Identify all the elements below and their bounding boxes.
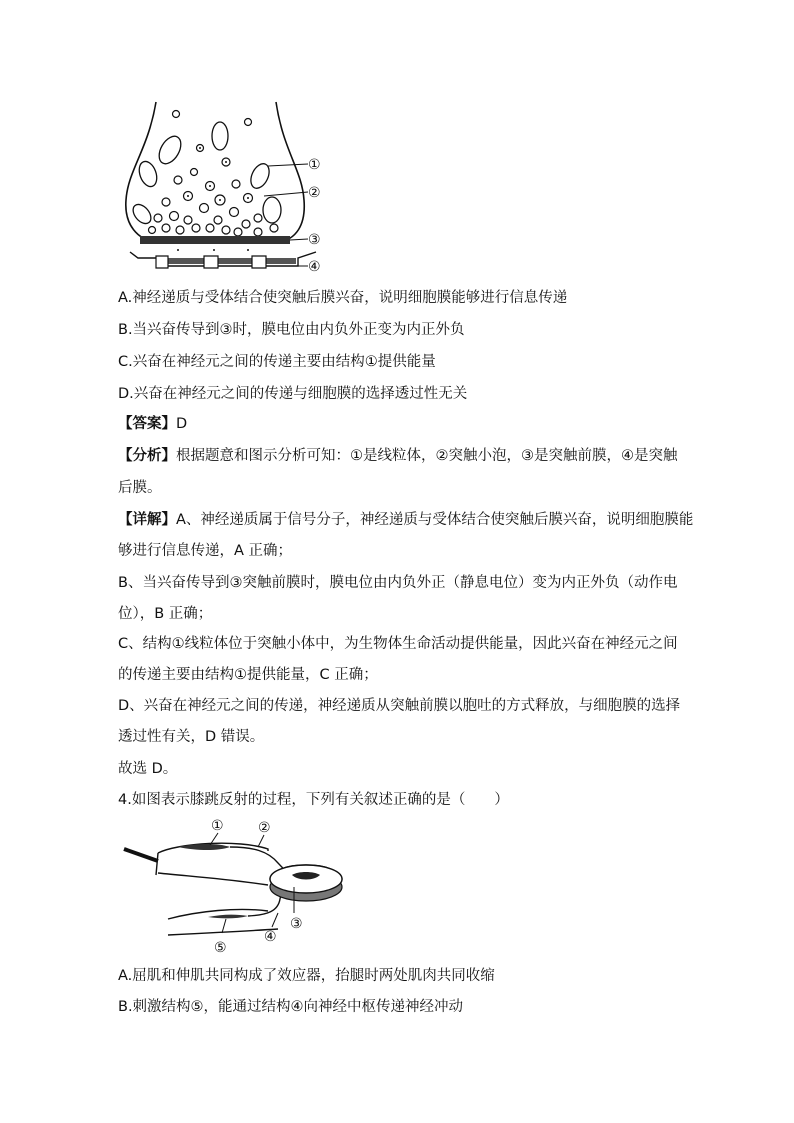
q4-option-a: A.屈肌和伸肌共同构成了效应器，抬腿时两处肌肉共同收缩	[118, 968, 495, 984]
conclusion-line: 故选 D。	[118, 761, 178, 777]
fig2-label-5: ⑤	[214, 940, 227, 956]
q3-option-a: A.神经递质与受体结合使突触后膜兴奋，说明细胞膜能够进行信息传递	[118, 290, 568, 306]
q4-option-b: B.刺激结构⑤，能通过结构④向神经中枢传递神经冲动	[118, 999, 464, 1015]
detail-line-d1: D、兴奋在神经元之间的传递，神经递质从突触前膜以胞吐的方式释放，与细胞膜的选择	[118, 698, 681, 714]
q3-option-b: B.当兴奋传导到③时，膜电位由内负外正变为内正外负	[118, 322, 465, 338]
fig2-label-2: ②	[258, 820, 271, 836]
detail-tag: 【详解】	[118, 512, 176, 528]
q3-option-d: D.兴奋在神经元之间的传递与细胞膜的选择透过性无关	[118, 386, 468, 402]
fig2-label-4: ④	[264, 929, 277, 945]
detail-text: A、神经递质属于信号分子，神经递质与受体结合使突触后膜兴奋，说明细胞膜能	[176, 512, 694, 528]
detail-line-d2: 透过性有关，D 错误。	[118, 729, 265, 745]
fig1-label-1: ①	[308, 157, 321, 173]
synapse-diagram	[118, 100, 338, 275]
detail-line-c2: 的传递主要由结构①提供能量，C 正确；	[118, 667, 378, 683]
answer-tag: 【答案】	[118, 416, 176, 432]
detail-line-c1: C、结构①线粒体位于突触小体中，为生物体生命活动提供能量，因此兴奋在神经元之间	[118, 636, 678, 652]
analysis-tag: 【分析】	[118, 448, 176, 464]
knee-reflex-diagram	[118, 815, 358, 960]
fig1-label-4: ④	[308, 259, 321, 275]
detail-line-b1: B、当兴奋传导到③突触前膜时，膜电位由内负外正（静息电位）变为内正外负（动作电	[118, 575, 678, 591]
analysis-line-1	[118, 446, 678, 466]
fig2-label-1: ①	[211, 818, 224, 834]
answer-value: D	[176, 416, 188, 432]
analysis-text: 根据题意和图示分析可知：①是线粒体，②突触小泡，③是突触前膜，④是突触	[176, 448, 678, 464]
q4-stem: 4.如图表示膝跳反射的过程，下列有关叙述正确的是（ ）	[118, 792, 509, 808]
answer-line	[118, 414, 187, 434]
fig1-label-2: ②	[308, 185, 321, 201]
fig1-label-3: ③	[308, 232, 321, 248]
fig2-label-3: ③	[290, 916, 303, 932]
detail-line-a2: 够进行信息传递，A 正确；	[118, 543, 293, 559]
analysis-line-2: 后膜。	[118, 480, 162, 496]
detail-line-b2: 位），B 正确；	[118, 606, 213, 622]
q3-option-c: C.兴奋在神经元之间的传递主要由结构①提供能量	[118, 354, 436, 370]
detail-line-a1	[118, 510, 693, 530]
